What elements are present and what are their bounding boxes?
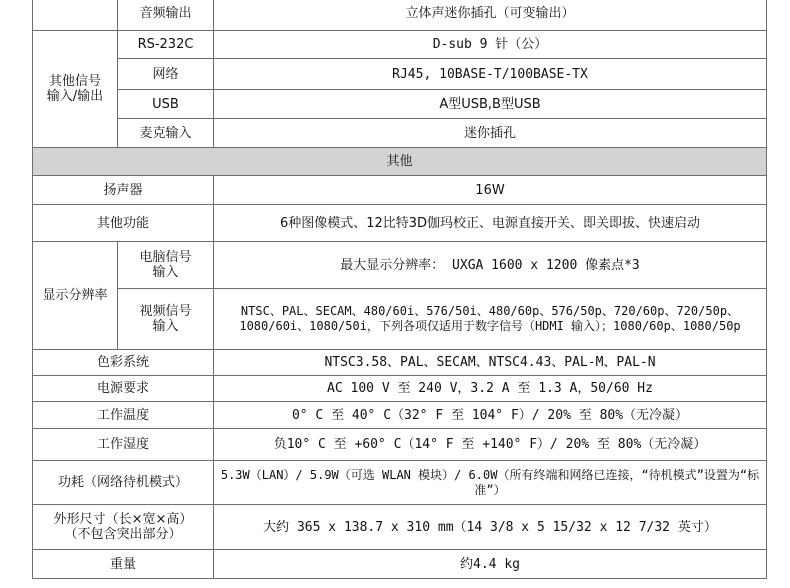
pc-signal-label: 电脑信号 输入 <box>118 242 214 289</box>
section-header-other <box>33 148 767 176</box>
audio-out-value: 立体声迷你插孔（可变输出） <box>214 0 767 31</box>
row-standby-power <box>33 461 767 505</box>
mic-in-value: 迷你插孔 <box>214 119 767 148</box>
op-humidity-label: 工作湿度 <box>33 429 214 461</box>
pc-signal-value: 最大显示分辨率： UXGA 1600 x 1200 像素点*3 <box>214 242 767 289</box>
op-humidity-value: 负10° C 至 +60° C（14° F 至 +140° F）/ 20% 至 80%（无冷凝） <box>214 429 767 461</box>
video-signal-value: NTSC、PAL、SECAM、480/60i、576/50i、480/60p、576/50p、720/60p、720/50p、1080/60i、1080/50i，下列各项仅适用于数字信号（HDMI 输入）；1080/60p、1080/50p <box>214 289 767 350</box>
speaker-label: 扬声器 <box>33 176 214 205</box>
row-mic-in <box>33 119 767 148</box>
mic-in-label: 麦克输入 <box>118 119 214 148</box>
speaker-value: 16W <box>214 176 767 205</box>
row-usb <box>33 90 767 119</box>
other-io-group-label: 其他信号 输入/输出 <box>33 31 118 148</box>
row-other-functions <box>33 205 767 242</box>
color-system-value: NTSC3.58、PAL、SECAM、NTSC4.43、PAL-M、PAL-N <box>214 350 767 376</box>
row-color-system <box>33 350 767 376</box>
standby-power-value: 5.3W（LAN）/ 5.9W（可选 WLAN 模块）/ 6.0W（所有终端和网络已连接，“待机模式”设置为“标准”） <box>214 461 767 505</box>
standby-power-label: 功耗（网络待机模式） <box>33 461 214 505</box>
row-rs232c <box>33 31 767 59</box>
spec-table <box>32 0 767 579</box>
op-temp-value: 0° C 至 40° C（32° F 至 104° F）/ 20% 至 80%（无冷凝） <box>214 402 767 429</box>
row-speaker <box>33 176 767 205</box>
op-temp-label: 工作温度 <box>33 402 214 429</box>
power-label: 电源要求 <box>33 376 214 402</box>
empty-group-cell <box>33 0 118 31</box>
rs232c-value: D-sub 9 针（公） <box>214 31 767 59</box>
dimensions-value: 大约 365 x 138.7 x 310 mm（14 3/8 x 5 15/32 x 12 7/32 英寸） <box>214 505 767 550</box>
usb-label: USB <box>118 90 214 119</box>
row-op-humidity <box>33 429 767 461</box>
row-video-signal <box>33 289 767 350</box>
other-functions-value: 6种图像模式、12比特3D伽玛校正、电源直接开关、即关即拔、快速启动 <box>214 205 767 242</box>
dimensions-label: 外形尺寸（长×宽×高） （不包含突出部分） <box>33 505 214 550</box>
display-resolution-label: 显示分辨率 <box>33 242 118 350</box>
network-value: RJ45, 10BASE-T/100BASE-TX <box>214 59 767 90</box>
weight-label: 重量 <box>33 550 214 579</box>
weight-value: 约4.4 kg <box>214 550 767 579</box>
usb-value: A型USB,B型USB <box>214 90 767 119</box>
other-functions-label: 其他功能 <box>33 205 214 242</box>
row-pc-signal <box>33 242 767 289</box>
section-title: 其他 <box>33 148 767 176</box>
row-power <box>33 376 767 402</box>
video-signal-label: 视频信号 输入 <box>118 289 214 350</box>
power-value: AC 100 V 至 240 V，3.2 A 至 1.3 A，50/60 Hz <box>214 376 767 402</box>
row-audio-out <box>33 0 767 31</box>
row-network <box>33 59 767 90</box>
row-dimensions <box>33 505 767 550</box>
network-label: 网络 <box>118 59 214 90</box>
color-system-label: 色彩系统 <box>33 350 214 376</box>
row-weight <box>33 550 767 579</box>
rs232c-label: RS-232C <box>118 31 214 59</box>
audio-out-label: 音频输出 <box>118 0 214 31</box>
row-op-temp <box>33 402 767 429</box>
